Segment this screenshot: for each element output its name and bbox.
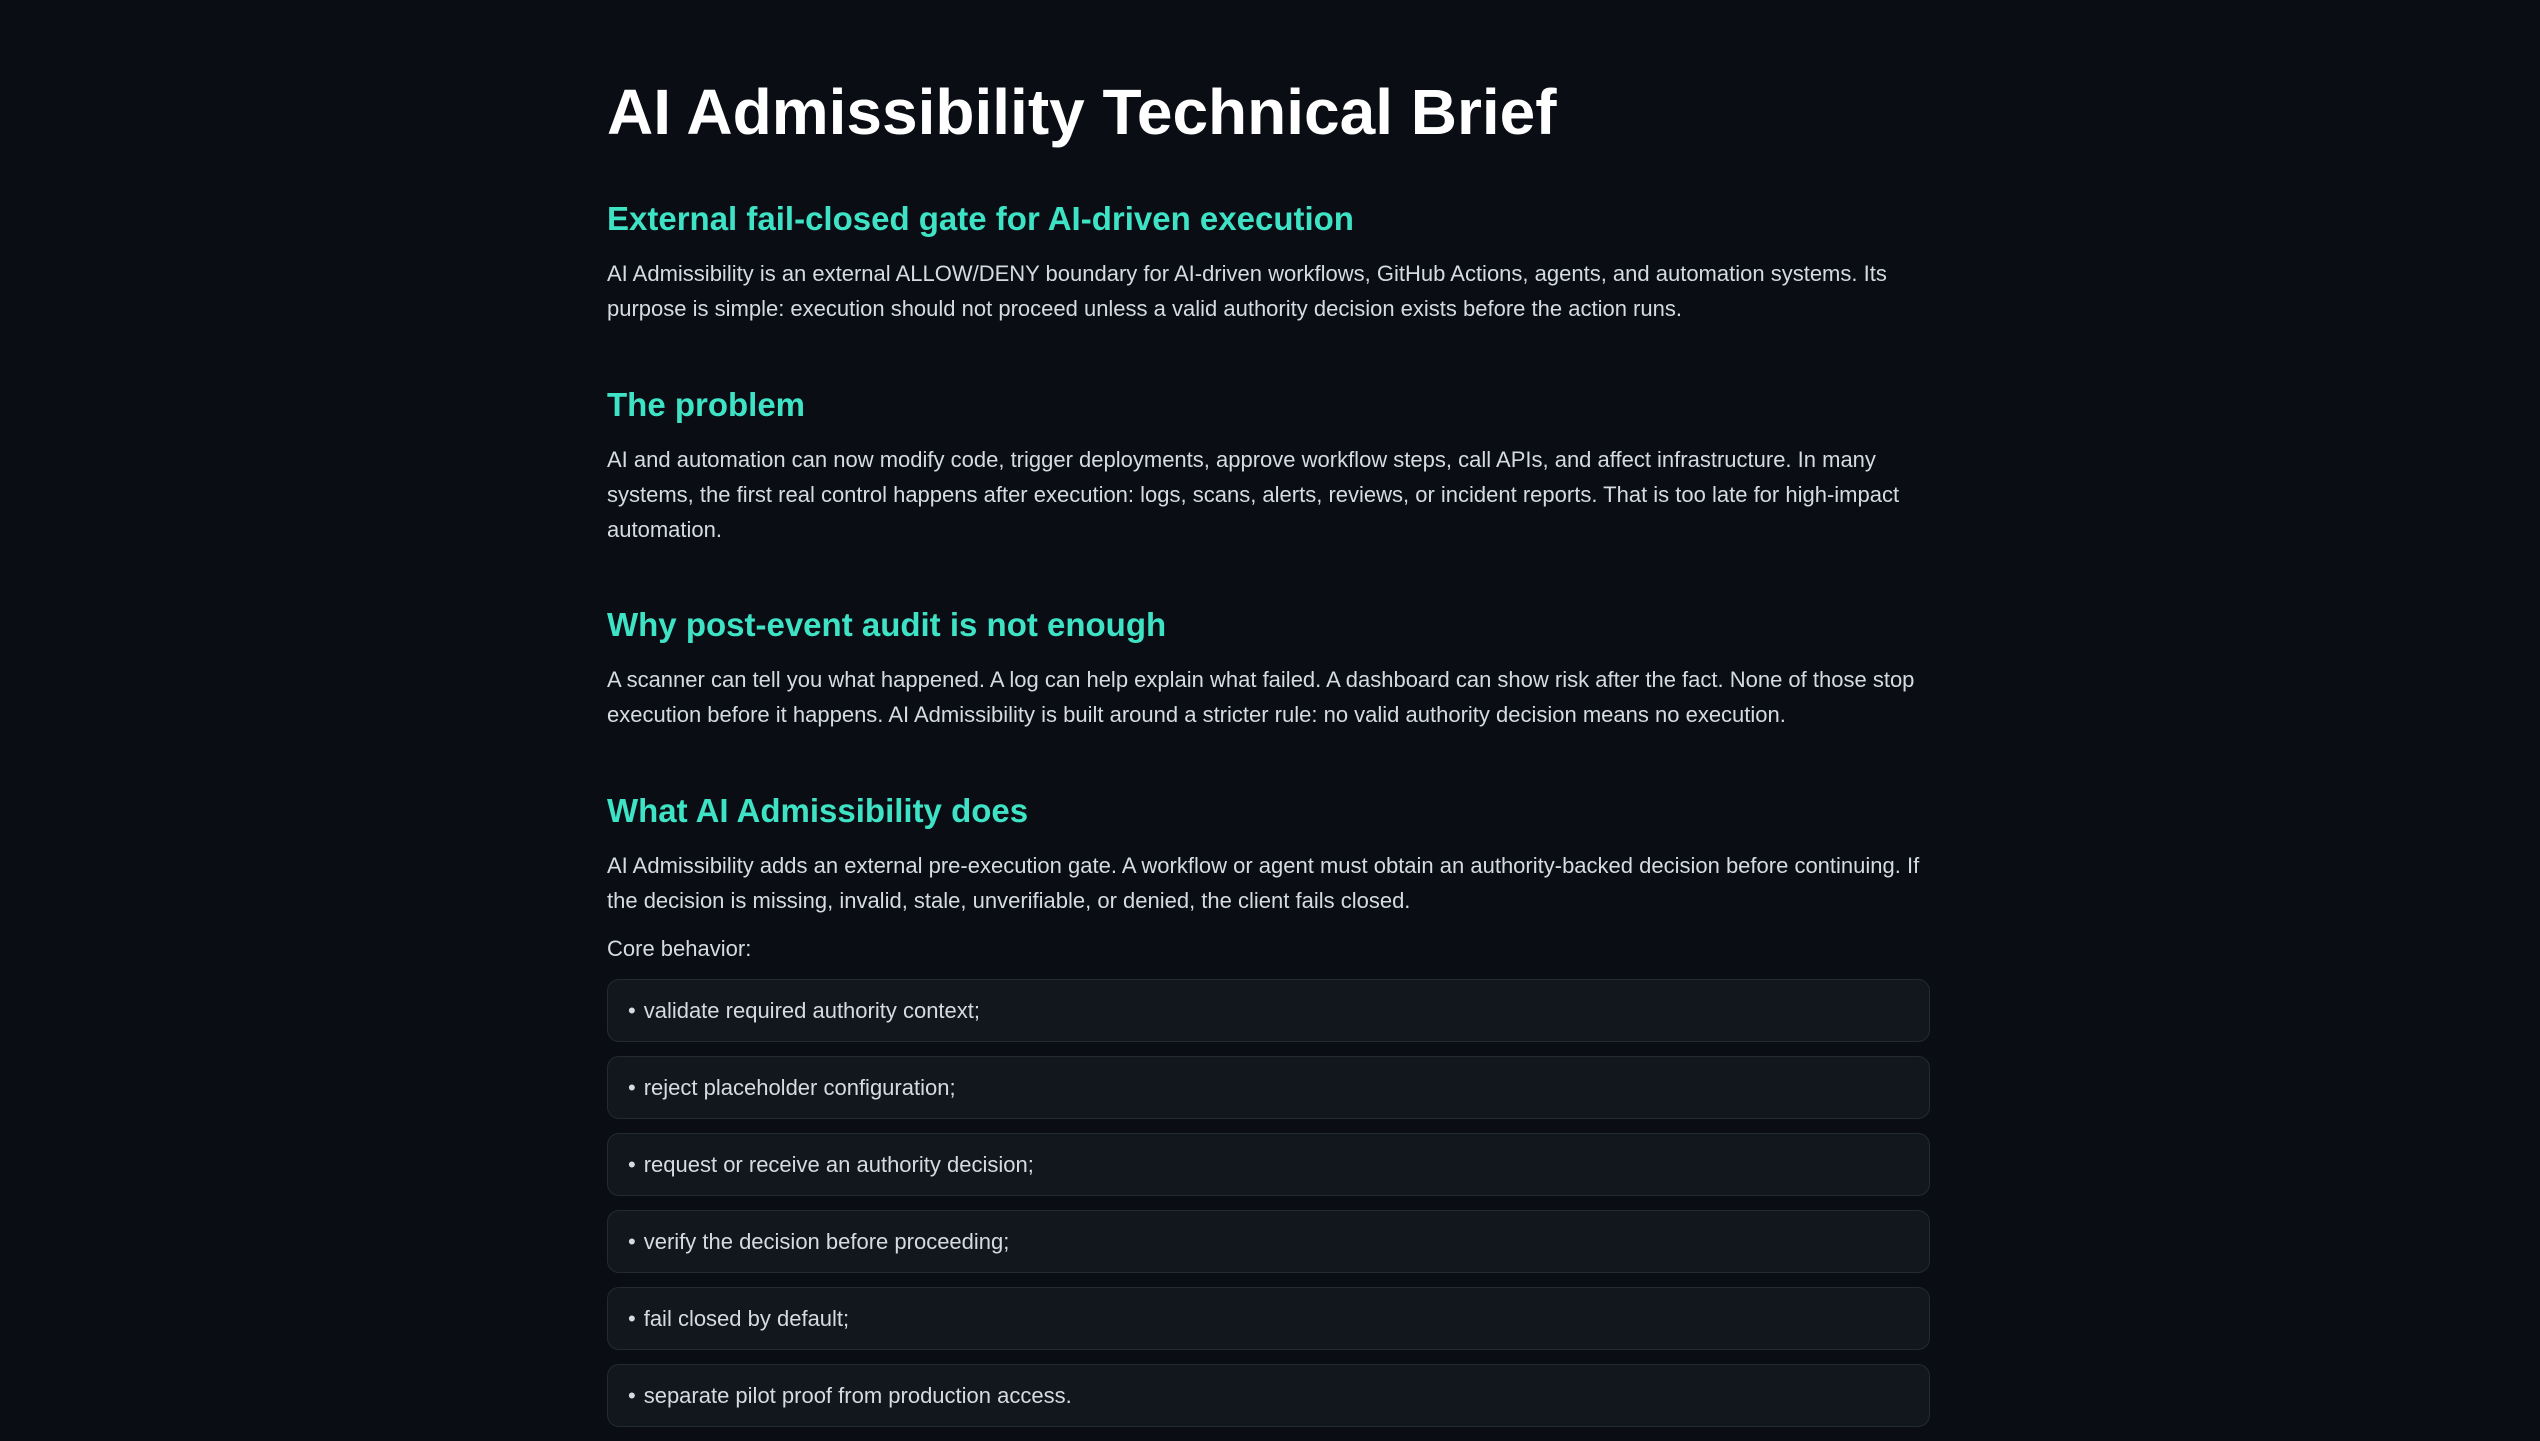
section-heading: Why post-event audit is not enough (607, 606, 1167, 643)
core-behavior-label: Core behavior: (607, 936, 752, 961)
core-behavior-list (607, 979, 1930, 1441)
section-heading: External fail-closed gate for AI-driven execution (607, 200, 1354, 237)
bullet-icon: • (628, 997, 636, 1023)
section-external-gate (607, 199, 1930, 326)
section-paragraph: AI and automation can now modify code, trigger deployments, approve workflow steps, call APIs, and affect infrastructure. In many systems, the first real control happens after execution: logs, scans, alerts, reviews, or incident reports. That is too late for high-impact automation. (607, 447, 1900, 542)
bullet-icon: • (628, 1305, 636, 1331)
bullet-icon: • (628, 1382, 636, 1408)
core-behavior-item (607, 1364, 1930, 1427)
bullet-icon: • (628, 1228, 636, 1254)
core-behavior-text: fail closed by default; (643, 1305, 850, 1331)
core-behavior-item (607, 1287, 1930, 1350)
section-paragraph: AI Admissibility adds an external pre-execution gate. A workflow or agent must obtain an authority-backed decision before continuing. If the decision is missing, invalid, stale, unverifiable, or denied, the client fails closed. (607, 853, 1920, 913)
section-heading: What AI Admissibility does (607, 792, 1029, 829)
core-behavior-text: request or receive an authority decision; (643, 1151, 1034, 1177)
core-behavior-item (607, 1056, 1930, 1119)
section-problem (607, 385, 1930, 547)
core-behavior-text: verify the decision before proceeding; (643, 1228, 1010, 1254)
document-page (607, 0, 1930, 1408)
core-behavior-item (607, 1210, 1930, 1273)
section-what-it-does (607, 791, 1930, 918)
bullet-icon: • (628, 1151, 636, 1177)
section-heading: The problem (607, 386, 806, 423)
section-paragraph: A scanner can tell you what happened. A log can help explain what failed. A dashboard can show risk after the fact. None of those stop execution before it happens. AI Admissibility is built around a stricter rule: no valid authority decision means no execution. (607, 667, 1915, 727)
core-behavior-text: reject placeholder configuration; (643, 1074, 956, 1100)
core-behavior-text: separate pilot proof from production access. (643, 1382, 1072, 1408)
bullet-icon: • (628, 1074, 636, 1100)
core-behavior-text: validate required authority context; (643, 997, 981, 1023)
section-post-event-audit (607, 605, 1930, 732)
section-paragraph: AI Admissibility is an external ALLOW/DENY boundary for AI-driven workflows, GitHub Actions, agents, and automation systems. Its purpose is simple: execution should not proceed unless a valid authority decision exists before the action runs. (607, 261, 1887, 321)
core-behavior-item (607, 979, 1930, 1042)
core-behavior-item (607, 1133, 1930, 1196)
page-title: AI Admissibility Technical Brief (607, 76, 1557, 148)
